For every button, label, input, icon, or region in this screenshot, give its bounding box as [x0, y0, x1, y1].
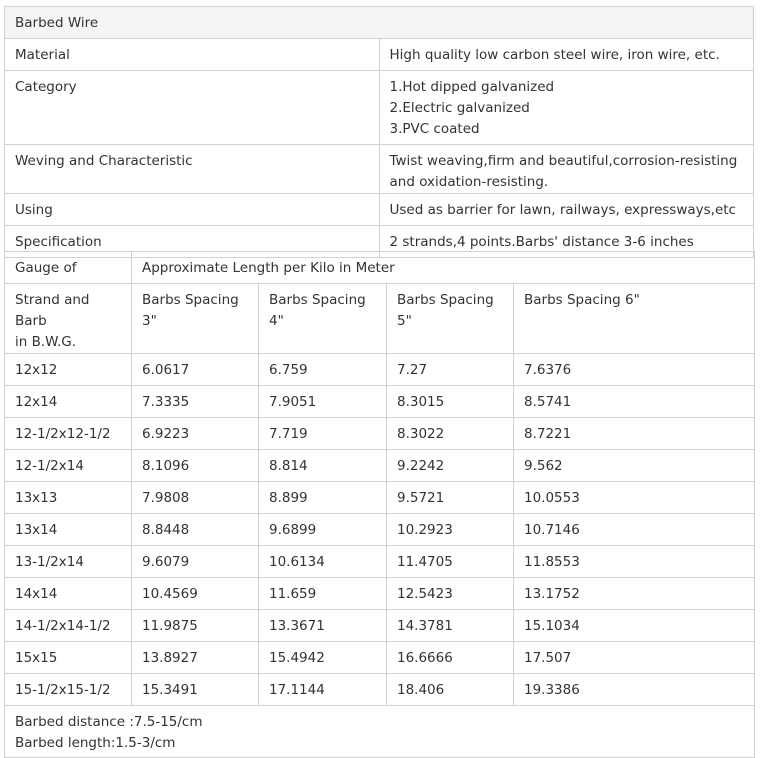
- gauge-cell: 13x14: [5, 514, 132, 546]
- length-header: Approximate Length per Kilo in Meter: [132, 252, 755, 284]
- spacing5-cell: 8.3022: [387, 418, 514, 450]
- spacing6-cell: 17.507: [514, 642, 755, 674]
- header-line: Barbs Spacing: [269, 292, 366, 308]
- gauge-cell: 14x14: [5, 578, 132, 610]
- spacing4-cell: 10.6134: [259, 546, 387, 578]
- spacing5-cell: 14.3781: [387, 610, 514, 642]
- spacing6-cell: 8.7221: [514, 418, 755, 450]
- gauge-cell: 15-1/2x15-1/2: [5, 674, 132, 706]
- header-line: Barbs Spacing: [142, 292, 239, 308]
- footer-notes: [5, 706, 755, 758]
- spec-value-material: High quality low carbon steel wire, iron wire, etc.: [379, 39, 754, 71]
- spacing4-cell: 8.814: [259, 450, 387, 482]
- header-line: Barbs Spacing: [397, 292, 494, 308]
- table-row: [5, 354, 755, 386]
- spacing4-cell: 15.4942: [259, 642, 387, 674]
- spacing6-cell: 7.6376: [514, 354, 755, 386]
- spec-value-characteristic: Twist weaving,firm and beautiful,corrosion-resisting and oxidation-resisting.: [379, 145, 754, 194]
- gauge-cell: 12x14: [5, 386, 132, 418]
- gauge-cell: 12-1/2x14: [5, 450, 132, 482]
- barbed-wire-spec-table: [4, 6, 754, 258]
- header-line: 5": [397, 313, 412, 329]
- spacing3-cell: 7.9808: [132, 482, 259, 514]
- spacing6-cell: 13.1752: [514, 578, 755, 610]
- table-row: [5, 418, 755, 450]
- gauge-cell: 15x15: [5, 642, 132, 674]
- spacing3-cell: 8.8448: [132, 514, 259, 546]
- spacing6-cell: 10.0553: [514, 482, 755, 514]
- spacing4-cell: 13.3671: [259, 610, 387, 642]
- table-row: [5, 610, 755, 642]
- spacing3-cell: 10.4569: [132, 578, 259, 610]
- spec-value-specification: 2 strands,4 points.Barbs' distance 3-6 inches: [379, 226, 754, 258]
- spacing3-cell: 6.0617: [132, 354, 259, 386]
- spec-label-material: Material: [5, 39, 380, 71]
- header-line: 3": [142, 313, 157, 329]
- gauge-cell: 13-1/2x14: [5, 546, 132, 578]
- spacing3-cell: 8.1096: [132, 450, 259, 482]
- spec-label-specification: Specification: [5, 226, 380, 258]
- spec-label-category: Category: [5, 71, 380, 145]
- header-line: 4": [269, 313, 284, 329]
- spacing6-cell: 8.5741: [514, 386, 755, 418]
- footer-line: Barbed distance :7.5-15/cm: [15, 714, 203, 730]
- spacing-header-6: Barbs Spacing 6": [514, 284, 755, 354]
- spacing3-cell: 7.3335: [132, 386, 259, 418]
- spec-label-characteristic: Weving and Characteristic: [5, 145, 380, 194]
- spacing-header-5: [387, 284, 514, 354]
- spacing3-cell: 6.9223: [132, 418, 259, 450]
- spacing5-cell: 9.2242: [387, 450, 514, 482]
- header-line: in B.W.G.: [15, 334, 76, 350]
- table-row: [5, 386, 755, 418]
- spacing3-cell: 11.9875: [132, 610, 259, 642]
- gauge-cell: 14-1/2x14-1/2: [5, 610, 132, 642]
- spacing6-cell: 11.8553: [514, 546, 755, 578]
- gauge-cell: 12-1/2x12-1/2: [5, 418, 132, 450]
- spacing5-cell: 18.406: [387, 674, 514, 706]
- spacing5-cell: 16.6666: [387, 642, 514, 674]
- spacing6-cell: 15.1034: [514, 610, 755, 642]
- footer-line: Barbed length:1.5-3/cm: [15, 735, 176, 751]
- spacing4-cell: 17.1144: [259, 674, 387, 706]
- spec-value-using: Used as barrier for lawn, railways, expressways,etc: [379, 194, 754, 226]
- spec-value-category: [379, 71, 754, 145]
- gauge-cell: 12x12: [5, 354, 132, 386]
- table-row: [5, 482, 755, 514]
- spacing6-cell: 10.7146: [514, 514, 755, 546]
- spacing6-cell: 9.562: [514, 450, 755, 482]
- spacing4-cell: 11.659: [259, 578, 387, 610]
- spacing5-cell: 7.27: [387, 354, 514, 386]
- table-row: [5, 514, 755, 546]
- table-row: [5, 546, 755, 578]
- category-line: 3.PVC coated: [389, 121, 480, 137]
- spacing4-cell: 7.719: [259, 418, 387, 450]
- spacing3-cell: 15.3491: [132, 674, 259, 706]
- category-line: 1.Hot dipped galvanized: [389, 79, 555, 95]
- spacing5-cell: 11.4705: [387, 546, 514, 578]
- spacing4-cell: 8.899: [259, 482, 387, 514]
- spacing3-cell: 9.6079: [132, 546, 259, 578]
- spacing4-cell: 6.759: [259, 354, 387, 386]
- table-row: [5, 642, 755, 674]
- spacing4-cell: 9.6899: [259, 514, 387, 546]
- spacing6-cell: 19.3386: [514, 674, 755, 706]
- gauge-header: Gauge of: [5, 252, 132, 284]
- spacing-header-3: [132, 284, 259, 354]
- strand-barb-header: [5, 284, 132, 354]
- gauge-cell: 13x13: [5, 482, 132, 514]
- spacing5-cell: 10.2923: [387, 514, 514, 546]
- spacing3-cell: 13.8927: [132, 642, 259, 674]
- spacing5-cell: 8.3015: [387, 386, 514, 418]
- spacing4-cell: 7.9051: [259, 386, 387, 418]
- header-line: Strand and Barb: [15, 292, 90, 329]
- spacing5-cell: 12.5423: [387, 578, 514, 610]
- spec-label-using: Using: [5, 194, 380, 226]
- spacing5-cell: 9.5721: [387, 482, 514, 514]
- category-line: 2.Electric galvanized: [389, 100, 530, 116]
- gauge-length-table: [4, 251, 755, 758]
- table-row: [5, 450, 755, 482]
- table-title: Barbed Wire: [5, 7, 754, 39]
- table-row: [5, 674, 755, 706]
- table-row: [5, 578, 755, 610]
- spacing-header-4: [259, 284, 387, 354]
